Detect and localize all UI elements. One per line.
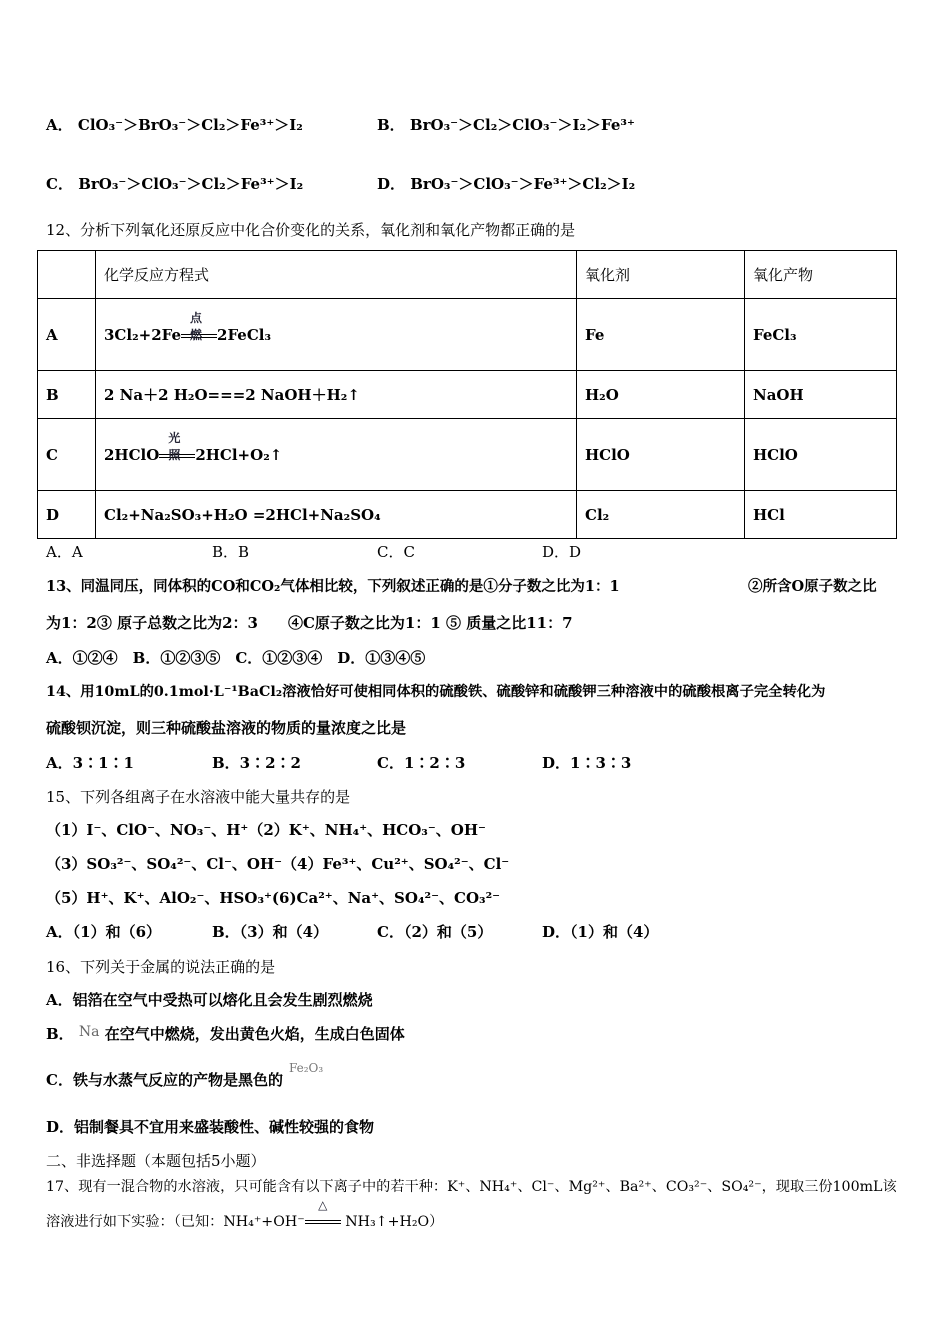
q13-options: A．①②④ B．①②③⑤ C．①②③④ D．①③④⑤ [46, 649, 426, 667]
row-oxidant: H₂O [577, 371, 745, 419]
q11-option-a: A． ClO₃⁻＞BrO₃⁻＞Cl₂＞Fe³⁺＞I₂ [46, 116, 303, 134]
q11-option-d: D． BrO₃⁻＞ClO₃⁻＞Fe³⁺＞Cl₂＞I₂ [377, 175, 636, 193]
table-row [38, 299, 897, 371]
header-cell: 氧化剂 [577, 251, 745, 299]
q16-stem: 16、下列关于金属的说法正确的是 [46, 958, 276, 976]
row-equation: Cl₂+Na₂SO₃+H₂O =2HCl+Na₂SO₄ [96, 491, 577, 539]
q13-stem: 13、同温同压，同体积的CO和CO₂气体相比较，下列叙述正确的是①分子数之比为1：1 [46, 578, 620, 595]
q14-option-d: D．1∶3∶3 [542, 754, 632, 772]
row-option: A [38, 299, 96, 371]
header-cell [38, 251, 96, 299]
q14-option-c: C．1∶2∶3 [377, 754, 466, 772]
q15-group-line: （5）H⁺、K⁺、AlO₂⁻、HSO₃⁺(6)Ca²⁺、Na⁺、SO₄²⁻、CO₃²⁻ [46, 889, 501, 907]
row-product: HCl [745, 491, 897, 539]
q17-stem-line2: 溶液进行如下实验：（已知：NH₄⁺+OH⁻ △ NH₃↑+H₂O） [46, 1198, 444, 1230]
q12-option-d: D．D [542, 543, 582, 561]
q13-stem-line2: 为1：2③ 原子总数之比为2：3 ④C原子数之比为1：1 ⑤ 质量之比11：7 [46, 614, 573, 632]
q16-option-c: C．铁与水蒸气反应的产物是黑色的$^{Fe_2O_3}$ [46, 1061, 324, 1089]
q16-option-a: A．铝箔在空气中受热可以熔化且会发生剧烈燃烧 [46, 991, 373, 1009]
table-row [38, 371, 897, 419]
row-product: HClO [745, 419, 897, 491]
table-row [38, 491, 897, 539]
row-equation: 2 Na＋2 H₂O===2 NaOH＋H₂↑ [96, 371, 577, 419]
q12-stem: 12、分析下列氧化还原反应中化合价变化的关系，氧化剂和氧化产物都正确的是 [46, 221, 576, 239]
q11-option-b: B． BrO₃⁻＞Cl₂＞ClO₃⁻＞I₂＞Fe³⁺ [377, 116, 635, 134]
row-oxidant: Fe [577, 299, 745, 371]
q15-option-a: A．（1）和（6） [46, 923, 162, 941]
row-oxidant: HClO [577, 419, 745, 491]
row-equation: 3Cl₂+2Fe 点燃 2FeCl₃ [96, 299, 577, 371]
q12-option-c: C．C [377, 543, 415, 561]
row-product: NaOH [745, 371, 897, 419]
q16-option-b: B． Na 在空气中燃烧，发出黄色火焰，生成白色固体 [46, 1024, 405, 1043]
q15-option-d: D．（1）和（4） [542, 923, 659, 941]
q15-stem: 15、下列各组离子在水溶液中能大量共存的是 [46, 788, 351, 806]
q11-option-c: C． BrO₃⁻＞ClO₃⁻＞Cl₂＞Fe³⁺＞I₂ [46, 175, 304, 193]
row-oxidant: Cl₂ [577, 491, 745, 539]
row-option: D [38, 491, 96, 539]
row-option: C [38, 419, 96, 491]
q15-option-c: C．（2）和（5） [377, 923, 493, 941]
q12-option-b: B．B [212, 543, 250, 561]
q14-option-a: A．3∶1∶1 [46, 754, 134, 772]
q15-option-b: B．（3）和（4） [212, 923, 329, 941]
table-row [38, 419, 897, 491]
section-heading: 二、非选择题（本题包括5小题） [46, 1152, 266, 1170]
q12-option-a: A．A [46, 543, 83, 561]
header-cell: 氧化产物 [745, 251, 897, 299]
q13-stem-cont: ②所含O原子数之比 [748, 578, 877, 595]
row-option: B [38, 371, 96, 419]
q15-group-line: （1）I⁻、ClO⁻、NO₃⁻、H⁺（2）K⁺、NH₄⁺、HCO₃⁻、OH⁻ [46, 821, 486, 839]
table-header-row [38, 251, 897, 299]
q14-stem: 14、用10mL的0.1mol·L⁻¹BaCl₂溶液恰好可使相同体积的硫酸铁、硫酸锌和硫酸钾三种溶液中的硫酸根离子完全转化为 [46, 684, 826, 700]
q17-stem: 17、现有一混合物的水溶液，只可能含有以下离子中的若干种：K⁺、NH₄⁺、Cl⁻、Mg²⁺、Ba²⁺、CO₃²⁻、SO₄²⁻，现取三份100mL该 [46, 1179, 897, 1195]
row-product: FeCl₃ [745, 299, 897, 371]
q15-group-line: （3）SO₃²⁻、SO₄²⁻、Cl⁻、OH⁻（4）Fe³⁺、Cu²⁺、SO₄²⁻、Cl⁻ [46, 855, 510, 873]
q12-table [37, 250, 897, 539]
q14-stem-line2: 硫酸钡沉淀，则三种硫酸盐溶液的物质的量浓度之比是 [46, 719, 407, 737]
q14-option-b: B．3∶2∶2 [212, 754, 301, 772]
q16-option-d: D．铝制餐具不宜用来盛装酸性、碱性较强的食物 [46, 1118, 375, 1136]
row-equation: 2HClO 光照 2HCl+O₂↑ [96, 419, 577, 491]
header-cell: 化学反应方程式 [96, 251, 577, 299]
